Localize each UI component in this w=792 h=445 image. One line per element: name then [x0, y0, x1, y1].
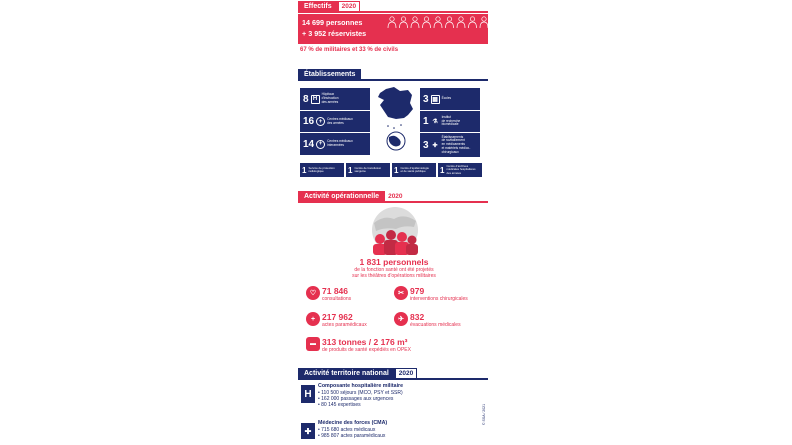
section-divider	[298, 11, 488, 13]
desc: chirurgicaux	[441, 149, 459, 154]
desc: radiologique	[308, 169, 324, 173]
desc: Hôpitaux	[321, 92, 335, 97]
stat-label: de produits de santé expédiés en OPEX	[322, 347, 411, 353]
person-icon	[423, 17, 431, 28]
desc: Centre de transfusion	[354, 165, 382, 170]
count: 1	[440, 165, 445, 175]
person-icon	[446, 17, 454, 28]
globe-team-icon	[364, 205, 426, 255]
desc: Centre d'archives	[446, 164, 469, 169]
desc: médicales hospitalières	[446, 167, 476, 172]
staff-count: 14 699 personnes	[302, 18, 363, 27]
cma-stat: • 715 680 actes médicaux	[318, 427, 376, 433]
radiology-protection-box	[300, 163, 344, 177]
person-icon	[469, 17, 477, 28]
section-divider	[298, 201, 488, 203]
hospital-icon: H	[311, 95, 320, 104]
hospitals-box	[300, 88, 370, 110]
person-icon	[411, 17, 419, 28]
section-year: 2020	[395, 368, 417, 379]
desc: en médicaments	[441, 142, 465, 147]
archives-box	[438, 163, 482, 177]
section-year: 2020	[385, 191, 405, 202]
count: 1	[302, 165, 307, 175]
desc: Institut	[441, 114, 451, 119]
stat-label: interventions chirurgicales	[410, 296, 468, 302]
pharmacy-icon: ✚	[432, 142, 438, 149]
section-divider	[298, 378, 488, 380]
hospital-stat: • 162 000 passages aux urgences	[318, 396, 394, 402]
desc: et matériels médico-	[441, 145, 471, 150]
desc: et de santé publique	[400, 169, 426, 173]
desc: Établissements	[441, 134, 464, 139]
desc: des armées	[446, 170, 462, 175]
joint-centers-count: 14	[303, 138, 315, 150]
desc: Centre d'épidémiologie	[400, 165, 429, 170]
hospital-icon: H	[301, 385, 315, 403]
medical-forces-icon: ✚	[301, 423, 315, 439]
desc: sanguine	[354, 169, 366, 173]
section-title: Activité opérationnelle	[298, 191, 385, 202]
desc: des armées	[321, 99, 339, 104]
medical-centers-box	[300, 110, 370, 132]
desc: Centres médicaux	[327, 139, 353, 144]
desc: Centres médicaux	[327, 116, 353, 121]
cma-title: Médecine des forces (CMA)	[318, 420, 388, 426]
stat-value: 313 tonnes / 2 176 m³	[322, 337, 408, 347]
count: 1	[348, 165, 353, 175]
deployed-personnel-text: de la fonction santé ont été projetés	[354, 267, 434, 273]
airplane-icon: ✈	[394, 312, 408, 326]
person-icon	[434, 17, 442, 28]
stat-label: consultations	[322, 296, 352, 302]
desc: biomédicale	[441, 122, 459, 127]
desc: Écoles	[441, 96, 452, 101]
infographic	[296, 0, 492, 445]
medical-centers-count: 16	[303, 116, 315, 127]
count: 1	[394, 165, 399, 175]
person-icon	[400, 17, 408, 28]
section-title: Effectifs	[298, 1, 338, 12]
schools-count: 3	[423, 93, 429, 105]
section-title: Établissements	[298, 69, 361, 80]
person-icon	[480, 17, 488, 28]
desc: d'instruction	[321, 96, 339, 101]
hospital-component-title: Composante hospitalière militaire	[318, 383, 404, 389]
stat-value: 71 846	[322, 286, 348, 296]
desc: interarmées	[327, 143, 344, 147]
stat-label: évacuations médicales	[410, 322, 461, 328]
stethoscope-icon: ♡	[306, 286, 320, 300]
joint-medical-centers-box	[300, 133, 370, 155]
stat-value: 217 962	[322, 312, 353, 322]
schools-box	[420, 88, 480, 110]
desc: de ravitaillement	[441, 138, 465, 143]
research-institute-box	[420, 110, 480, 132]
stat-value: 832	[410, 312, 425, 322]
blood-transfusion-box	[346, 163, 390, 177]
people-icons	[384, 15, 488, 29]
section-divider	[298, 79, 488, 81]
person-icon	[388, 17, 396, 28]
desc: des armées	[327, 120, 344, 125]
person-icon	[457, 17, 465, 28]
medical-cross-icon: +	[306, 312, 320, 326]
epidemiology-box	[392, 163, 436, 177]
scalpel-icon: ✂	[394, 286, 408, 300]
hospitals-count: 8	[303, 93, 309, 105]
hospital-stat: • 80 145 expertises	[318, 402, 361, 408]
stat-value: 979	[410, 286, 425, 296]
institute-count: 1	[423, 116, 429, 127]
staff-box	[298, 14, 488, 44]
cma-stat: • 985 807 actes paramédicaux	[318, 433, 386, 439]
deployed-personnel-text: sur les théâtres d'opérations militaires	[352, 273, 436, 279]
france-map-icon	[374, 85, 416, 157]
supply-count: 3	[423, 139, 429, 151]
reservist-count: + 3 952 réservistes	[302, 29, 367, 38]
medical-cross-icon: +	[316, 117, 325, 126]
truck-icon: ▬	[306, 337, 320, 351]
supply-box	[420, 133, 480, 157]
section-title: Activité territoire national	[298, 368, 395, 379]
desc: de recherche	[441, 118, 461, 123]
copyright-credit: © SSA / 2021	[482, 403, 486, 425]
hospital-stat: • 110 500 séjours (MCO, PSY et SSR)	[318, 390, 403, 396]
stat-label: actes paramédicaux	[322, 322, 367, 328]
deployed-personnel-count: 1 831 personnels	[359, 257, 429, 267]
section-year: 2020	[338, 1, 360, 12]
microscope-icon: ⚗	[432, 119, 438, 125]
school-icon: ▦	[432, 96, 438, 103]
desc: Service de protection	[308, 165, 335, 170]
staff-ratio: 67 % de militaires et 33 % de civils	[300, 47, 399, 53]
medical-cross-icon: +	[316, 140, 325, 149]
